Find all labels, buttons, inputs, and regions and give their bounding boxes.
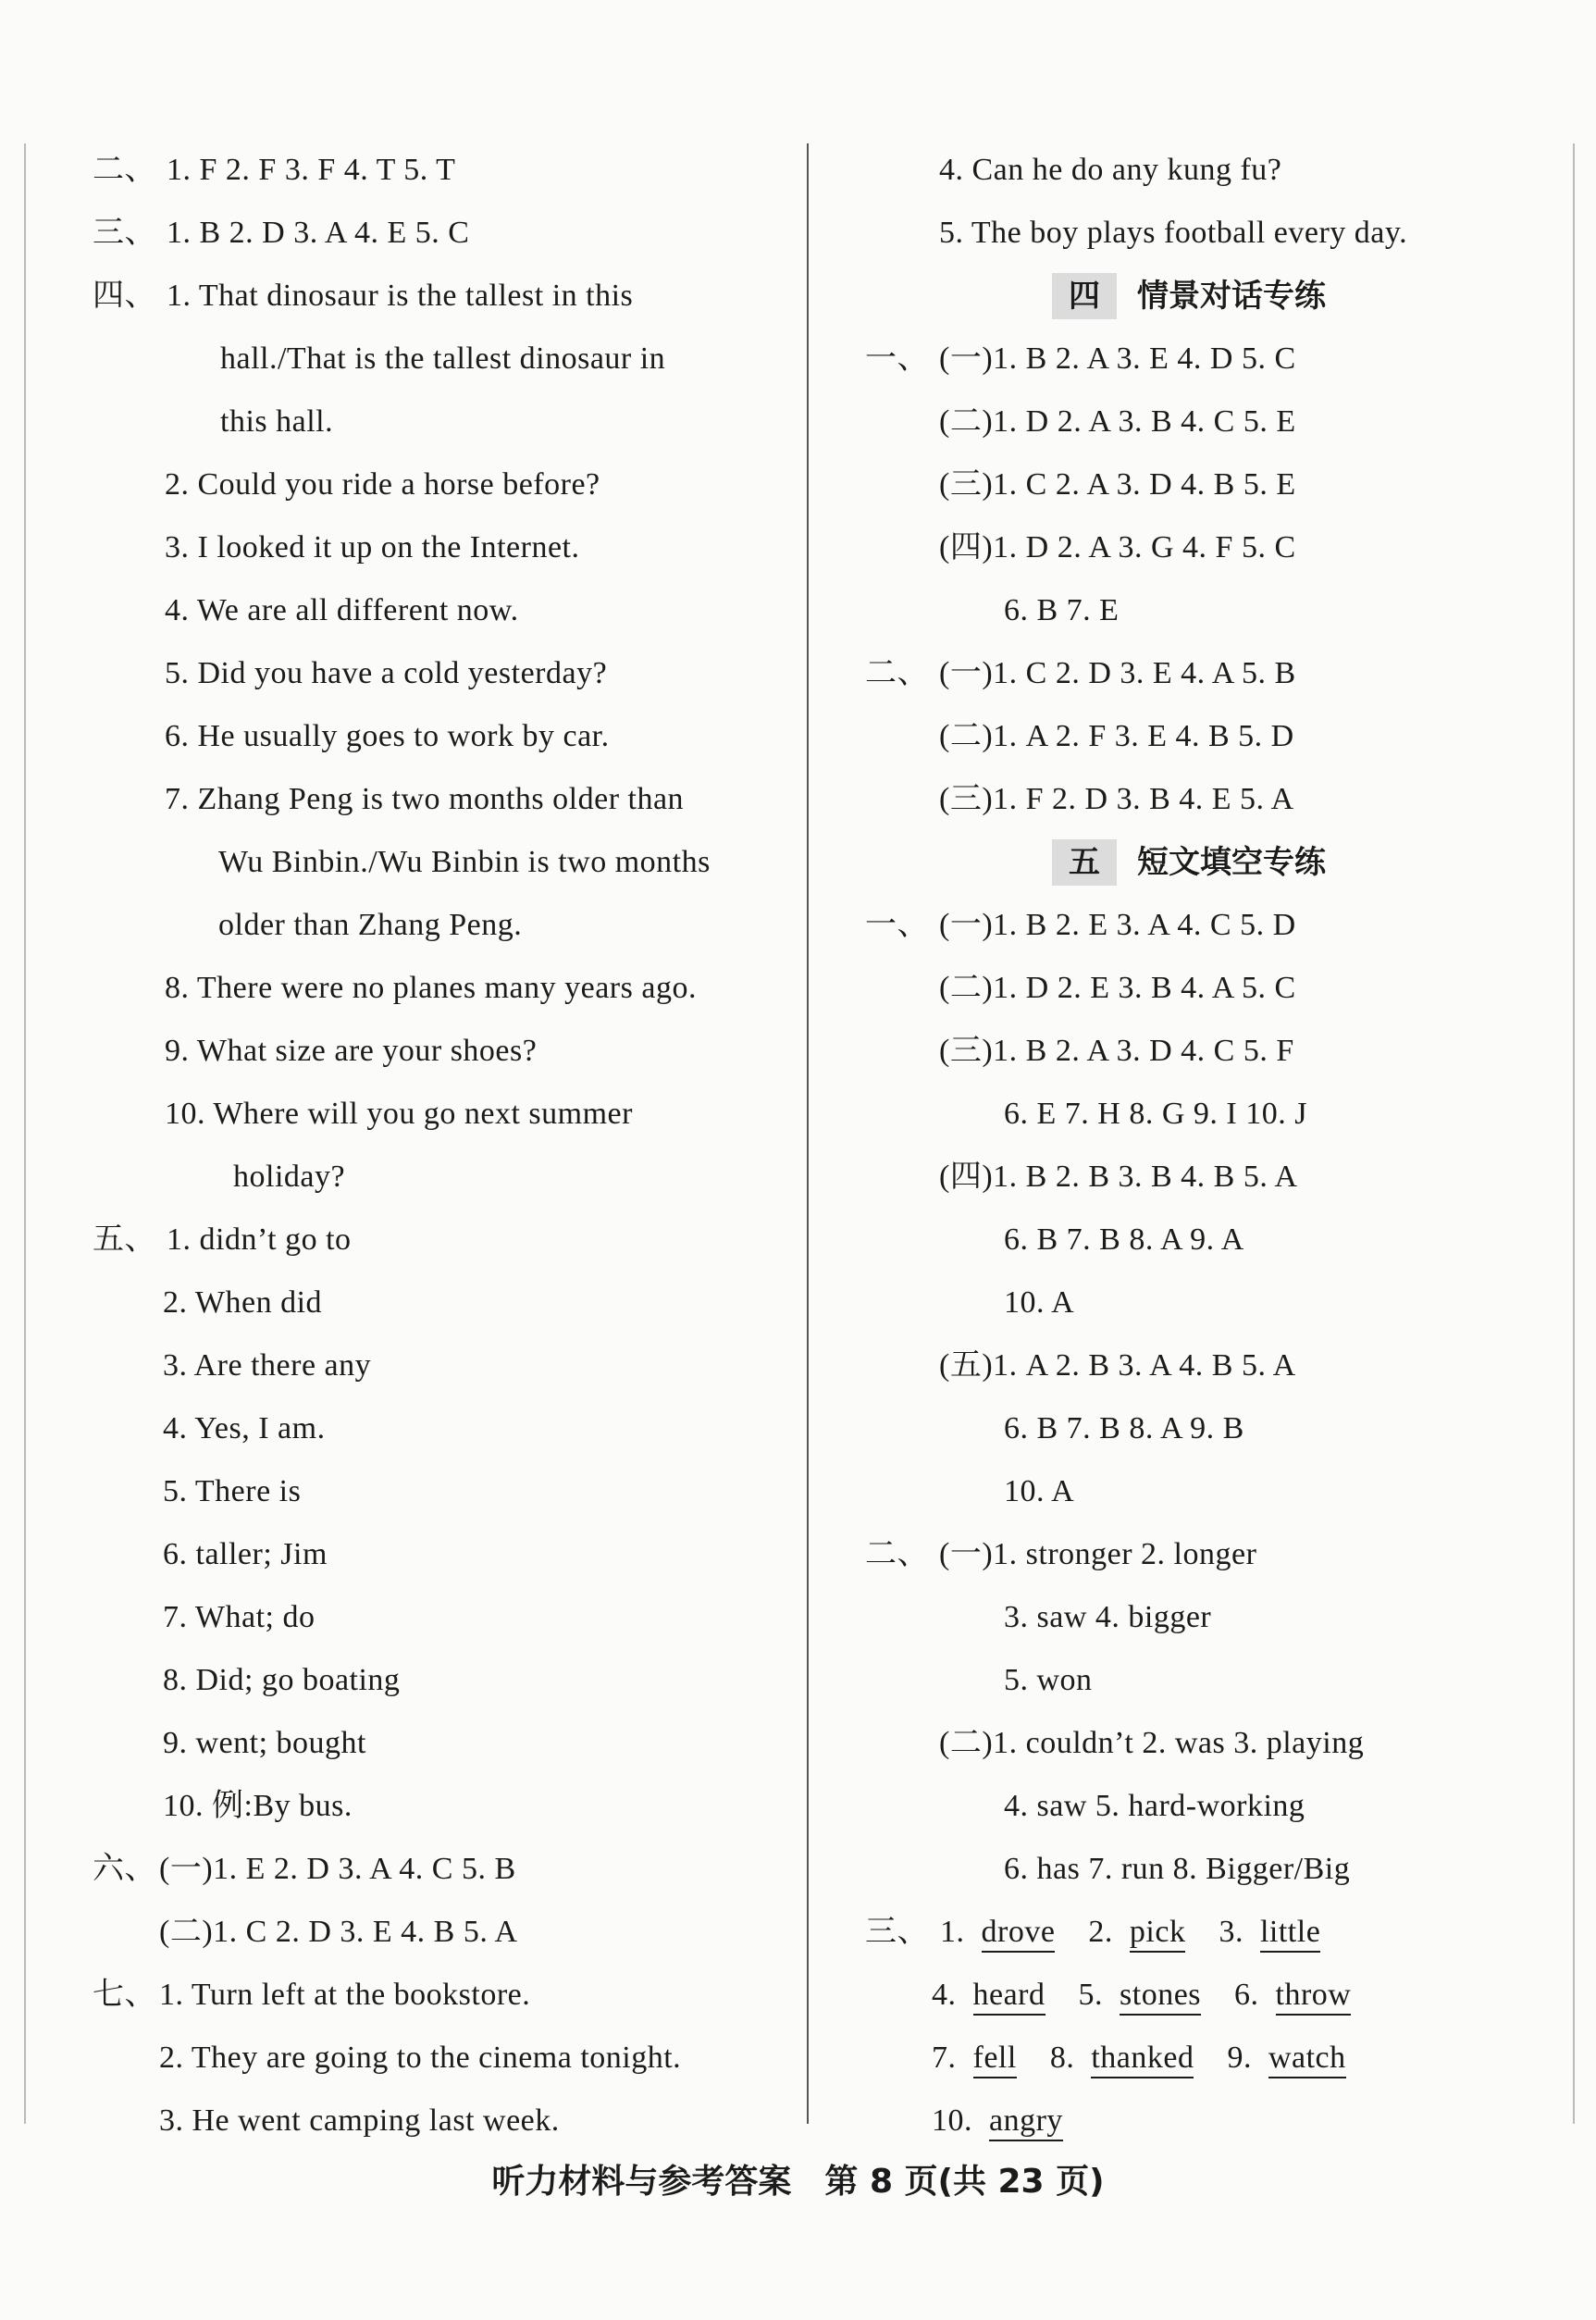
answer-line: 8. Did; go boating — [163, 1663, 401, 1697]
item-number: 6. — [1234, 1978, 1259, 2012]
section-number: 四 — [1052, 273, 1117, 319]
section-qi-item — [93, 1964, 796, 2027]
answer-line: 8. There were no planes many years ago. — [165, 971, 697, 1005]
answer-text: (一)1. E 2. D 3. A 4. C 5. B — [159, 1852, 516, 1886]
section-label: 六、 — [93, 1852, 156, 1886]
answer-text: 1. F 2. F 3. F 4. T 5. T — [167, 153, 456, 187]
section-label: 二、 — [93, 153, 156, 187]
section-title-text: 情景对话专练 — [1137, 278, 1326, 315]
answer-text: 1. Turn left at the bookstore. — [159, 1978, 531, 2012]
footer-title: 听力材料与参考答案 — [491, 2163, 792, 2201]
answer-line: 2. They are going to the cinema tonight. — [159, 2041, 682, 2075]
answer-line: 6. B 7. B 8. A 9. B — [1004, 1411, 1244, 1445]
answer-line: (二)1. A 2. F 3. E 4. B 5. D — [939, 719, 1294, 753]
section-five-title — [865, 831, 1513, 894]
answer-line: (三)1. C 2. A 3. D 4. B 5. E — [939, 467, 1296, 502]
underlined-answer: throw — [1276, 1977, 1352, 2016]
section-four-title — [865, 265, 1513, 328]
answer-line: 4. saw 5. hard-working — [1004, 1789, 1305, 1823]
item-number: 8. — [1049, 2041, 1075, 2075]
underlined-answer: thanked — [1091, 2040, 1194, 2078]
answer-line: 6. He usually goes to work by car. — [165, 719, 610, 753]
answer-line: 3. He went camping last week. — [159, 2103, 560, 2138]
underlined-answer: heard — [973, 1977, 1045, 2016]
answer-line: 2. Could you ride a horse before? — [165, 467, 600, 502]
section-er-answers — [93, 139, 796, 202]
item-number: 2. — [1088, 1915, 1113, 1949]
answer-line: 4. Can he do any kung fu? — [939, 153, 1282, 187]
right-edge-line — [1573, 143, 1575, 2124]
answer-text: (一)1. B 2. E 3. A 4. C 5. D — [939, 908, 1296, 942]
underlined-answer: angry — [989, 2103, 1063, 2141]
answer-line: 5. Did you have a cold yesterday? — [165, 656, 608, 690]
answer-line: 6. B 7. E — [1004, 593, 1120, 627]
sec4-er-line — [865, 642, 1513, 705]
answer-line: 3. saw 4. bigger — [1004, 1600, 1212, 1634]
answer-line: (三)1. B 2. A 3. D 4. C 5. F — [939, 1034, 1294, 1068]
section-wu-item — [93, 1209, 796, 1272]
item-number: 7. — [932, 2041, 957, 2075]
answer-line: Wu Binbin./Wu Binbin is two months — [218, 845, 711, 879]
answer-line: 10. Where will you go next summer — [165, 1097, 633, 1131]
answer-line: 4. Yes, I am. — [163, 1411, 326, 1445]
underlined-answer: little — [1260, 1914, 1320, 1953]
answer-text: 1. didn’t go to — [167, 1222, 352, 1257]
sec5-er-line — [865, 1523, 1513, 1586]
item-number: 9. — [1227, 2041, 1252, 2075]
answer-line: hall./That is the tallest dinosaur in — [220, 341, 666, 376]
page-footer — [0, 2154, 1596, 2210]
section-label: 三、 — [93, 216, 156, 250]
answer-text: (一)1. C 2. D 3. E 4. A 5. B — [939, 656, 1296, 690]
answer-line: holiday? — [233, 1160, 346, 1194]
page-number: 第 8 页(共 23 页) — [824, 2163, 1105, 2201]
section-label: 五、 — [93, 1222, 156, 1257]
underlined-answer: watch — [1268, 2040, 1346, 2078]
answer-line: 6. E 7. H 8. G 9. I 10. J — [1004, 1097, 1307, 1131]
answer-line: 4. We are all different now. — [165, 593, 519, 627]
sec4-yi-line — [865, 328, 1513, 391]
answer-line: 5. The boy plays football every day. — [939, 216, 1408, 250]
answer-line: 7. Zhang Peng is two months older than — [165, 782, 685, 816]
answer-line: 6. B 7. B 8. A 9. A — [1004, 1222, 1244, 1257]
answer-line-underlined — [865, 2027, 1513, 2090]
answer-line: 10. 例:By bus. — [163, 1789, 353, 1823]
section-number: 五 — [1052, 839, 1117, 886]
section-label: 七、 — [93, 1978, 156, 2012]
answer-text: (一)1. B 2. A 3. E 4. D 5. C — [939, 341, 1296, 376]
answer-line: 6. taller; Jim — [163, 1537, 328, 1571]
section-label: 二、 — [865, 656, 929, 690]
item-number: 4. — [932, 1978, 957, 2012]
section-label: 二、 — [865, 1537, 929, 1571]
answer-line: 5. There is — [163, 1474, 302, 1508]
item-number: 5. — [1078, 1978, 1104, 2012]
answer-line: 9. went; bought — [163, 1726, 366, 1760]
underlined-answer: stones — [1120, 1977, 1201, 2016]
answer-line: (三)1. F 2. D 3. B 4. E 5. A — [939, 782, 1294, 816]
section-label: 四、 — [93, 279, 156, 313]
answer-line: (二)1. D 2. A 3. B 4. C 5. E — [939, 404, 1296, 439]
answer-line: 10. A — [1004, 1285, 1075, 1320]
answer-line: 10. A — [1004, 1474, 1075, 1508]
answer-line: (二)1. D 2. E 3. B 4. A 5. C — [939, 971, 1296, 1005]
answer-line: this hall. — [220, 404, 334, 439]
answer-line: 9. What size are your shoes? — [165, 1034, 538, 1068]
sec5-yi-line — [865, 894, 1513, 957]
section-liu-item — [93, 1838, 796, 1901]
section-si-item — [93, 265, 796, 328]
section-label: 一、 — [865, 341, 929, 376]
answer-line-underlined — [865, 1964, 1513, 2027]
item-number: 10. — [932, 2103, 972, 2138]
section-title-text: 短文填空专练 — [1137, 844, 1326, 881]
answer-line: 6. has 7. run 8. Bigger/Big — [1004, 1852, 1351, 1886]
item-number: 3. — [1219, 1915, 1243, 1949]
answer-line: (二)1. C 2. D 3. E 4. B 5. A — [159, 1915, 518, 1949]
left-column — [93, 139, 796, 2153]
section-label: 一、 — [865, 908, 929, 942]
item-number: 1. — [940, 1915, 965, 1949]
answer-line-underlined — [865, 2090, 1513, 2153]
answer-line: (二)1. couldn’t 2. was 3. playing — [939, 1726, 1365, 1760]
answer-line: older than Zhang Peng. — [218, 908, 523, 942]
answer-text: (一)1. stronger 2. longer — [939, 1537, 1257, 1571]
answer-line: (五)1. A 2. B 3. A 4. B 5. A — [939, 1348, 1296, 1383]
answer-line: 5. won — [1004, 1663, 1093, 1697]
underlined-answer: fell — [973, 2040, 1017, 2078]
column-divider — [807, 143, 809, 2124]
section-label: 三、 — [865, 1915, 929, 1949]
answer-line: (四)1. D 2. A 3. G 4. F 5. C — [939, 530, 1296, 564]
sec5-san-line — [865, 1901, 1513, 1964]
left-edge-line — [24, 143, 26, 2124]
answer-line: 7. What; do — [163, 1600, 315, 1634]
underlined-answer: pick — [1130, 1914, 1186, 1953]
answer-line: 2. When did — [163, 1285, 323, 1320]
answer-text: 1. B 2. D 3. A 4. E 5. C — [167, 216, 470, 250]
answer-line: (四)1. B 2. B 3. B 4. B 5. A — [939, 1160, 1298, 1194]
underlined-answer: drove — [982, 1914, 1056, 1953]
right-column — [865, 139, 1513, 2153]
answer-text: 1. That dinosaur is the tallest in this — [167, 279, 634, 313]
section-san-answers — [93, 202, 796, 265]
answer-line: 3. I looked it up on the Internet. — [165, 530, 580, 564]
answer-line: 3. Are there any — [163, 1348, 372, 1383]
